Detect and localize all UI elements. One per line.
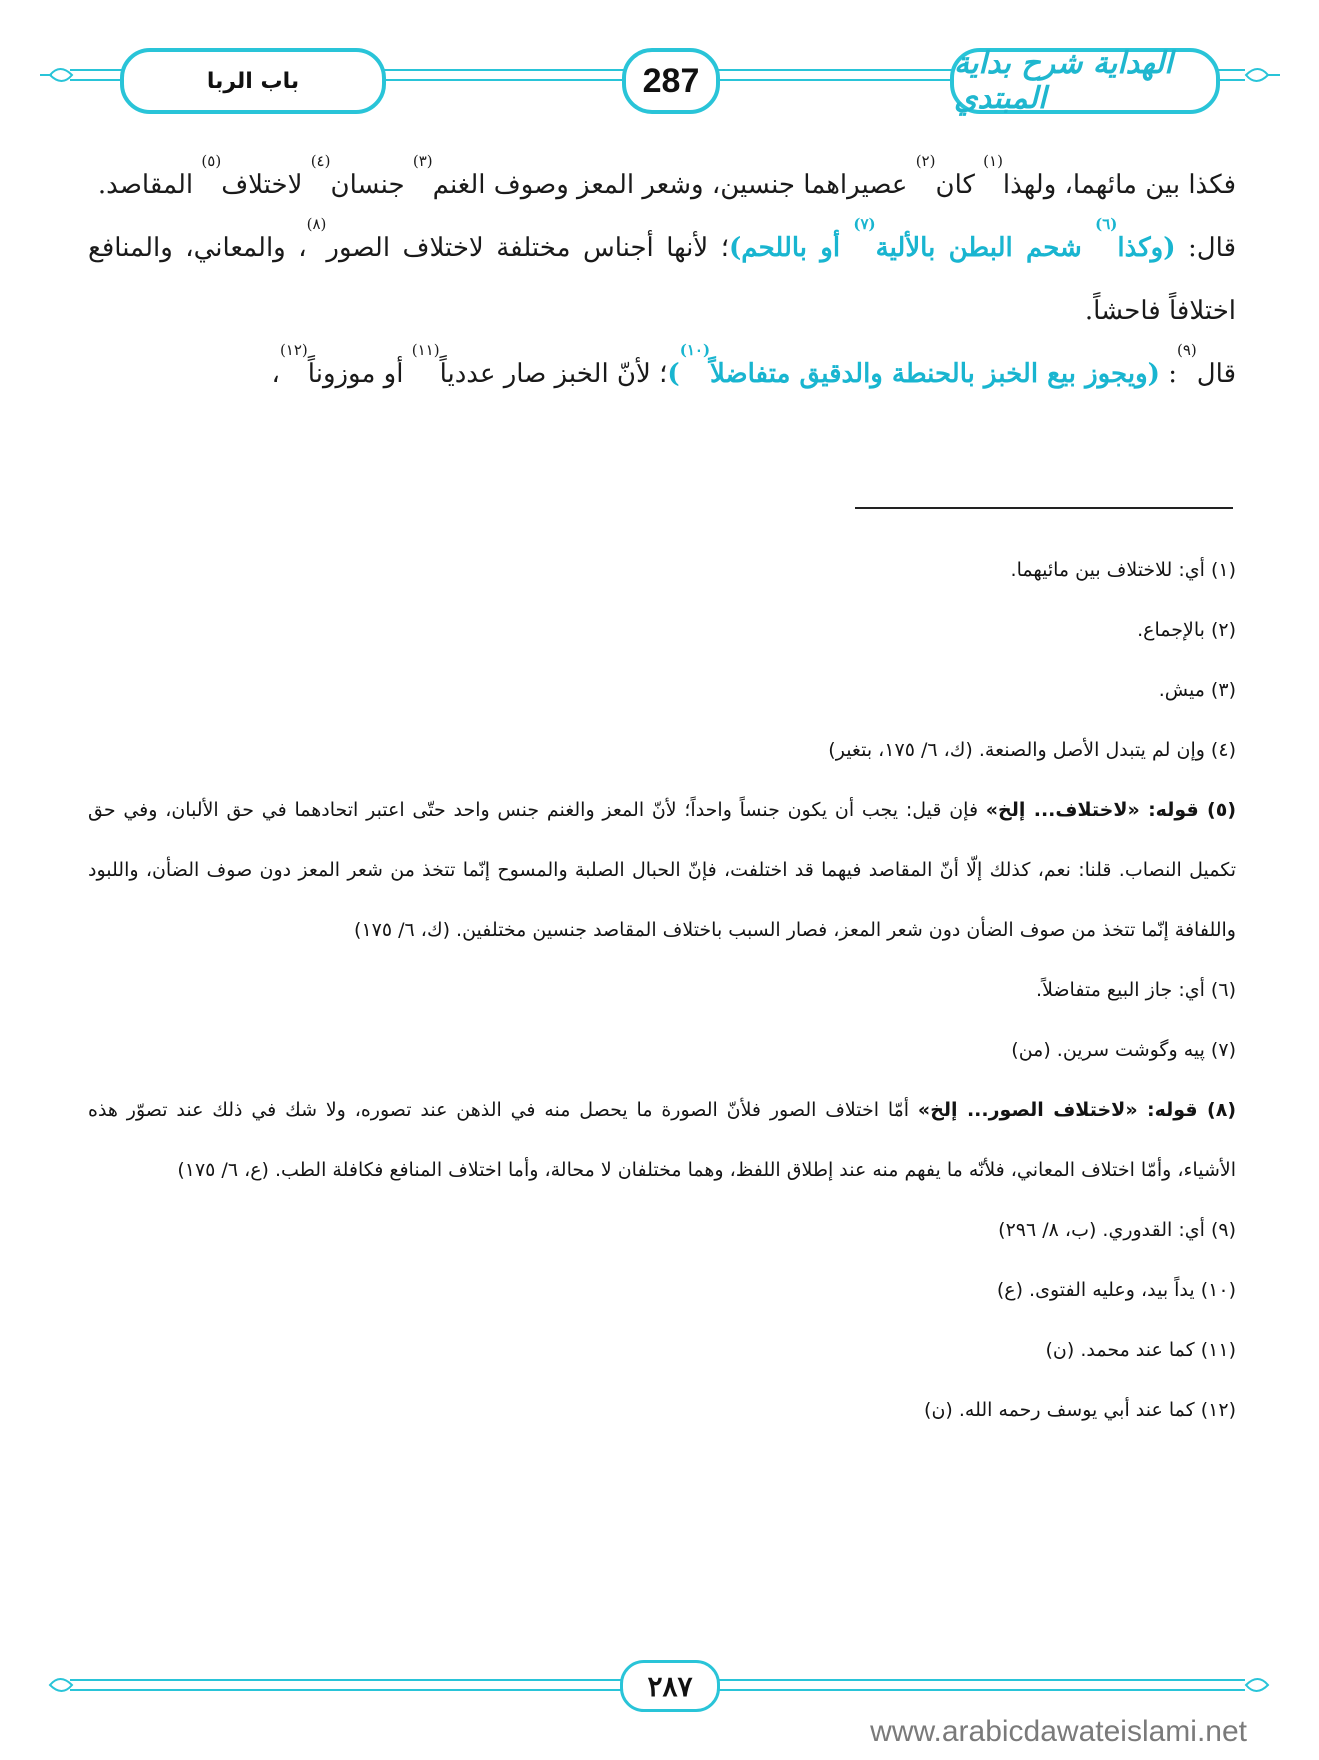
main-text bbox=[88, 154, 1236, 406]
footnote-12: (١٢) كما عند أبي يوسف رحمه الله. (ن) bbox=[924, 1399, 1236, 1421]
footnote-divider bbox=[855, 507, 1233, 509]
footnote-10: (١٠) يداً بيد، وعليه الفتوى. (ع) bbox=[996, 1279, 1236, 1301]
paragraph-2: قال: (وكذا$^{(٦)}$ شحم البطن بالألية$^{(٧)}$ أو باللحم)؛ لأنها أجناس مختلفة لاختلاف الصور$^{(٨)}$، والمعاني، والمنافع اختلافاً فاحشاً. bbox=[88, 215, 1236, 326]
footnote-7: (٧) پيه وگوشت سرين. (من) bbox=[1011, 1039, 1236, 1061]
footnote-2: (٢) بالإجماع. bbox=[1137, 619, 1236, 641]
footnote-4: (٤) وإن لم يتبدل الأصل والصنعة. (ك، ٦/ ١٧٥، بتغير) bbox=[828, 739, 1236, 761]
website-url: www.arabicdawateislami.net bbox=[870, 1715, 1247, 1748]
chapter-title: باب الربا bbox=[206, 68, 300, 94]
footnote-9: (٩) أي: القدوري. (ب، ٨/ ٢٩٦) bbox=[998, 1219, 1236, 1241]
footnote-1: (١) أي: للاختلاف بين مائيهما. bbox=[1010, 559, 1236, 581]
footnotes bbox=[88, 540, 1236, 1440]
page-number-badge bbox=[622, 48, 720, 114]
footer-page-badge bbox=[620, 1660, 720, 1712]
footer-page-number: ٢٨٧ bbox=[647, 1670, 693, 1702]
footnote-5: (٥) قوله: «لاختلاف... إلخ» فإن قيل: يجب أن يكون جنساً واحداً؛ لأنّ المعز والغنم جنس واحد حتّى اعتبر اتحادهما في حق الألبان، وفي حق تكميل النصاب. قلنا: نعم، كذلك إلّا أنّ المقاصد فيهما قد اختلفت، فإنّ الحبال الصلبة والمسوح إنّما تتخذ من شعر المعز دون صوف الضأن، واللبود واللفافة إنّما تتخذ من صوف الضأن دون شعر المعز، فصار السبب باختلاف المقاصد جنسين مختلفين. (ك، ٦/ ١٧٥) bbox=[88, 799, 1236, 941]
footnote-8: (٨) قوله: «لاختلاف الصور... إلخ» أمّا اختلاف الصور فلأنّ الصورة ما يحصل منه في الذهن عند تصوره، ولا شك في ذلك عند تصوّر هذه الأشياء، وأمّا اختلاف المعاني، فلأنّه ما يفهم منه عند إطلاق اللفظ، وهما مختلفان لا محالة، وأما اختلاف المنافع فكافلة الطب. (ع، ٦/ ١٧٥) bbox=[88, 1099, 1236, 1181]
footnote-3: (٣) ميش. bbox=[1158, 679, 1236, 701]
book-title: الهداية شرح بداية المبتدي bbox=[954, 46, 1173, 116]
paragraph-1: فكذا بين مائهما، ولهذا$^{(١)}$ كان$^{(٢)}$ عصيراهما جنسين، وشعر المعز وصوف الغنم$^{(٣)}$ جنسان$^{(٤)}$ لاختلاف$^{(٥)}$ المقاصد. bbox=[97, 152, 1236, 200]
paragraph-3: قال$^{(٩)}$: (ويجوز بيع الخبز بالحنطة والدقيق متفاضلاً$^{(١٠)}$)؛ لأنّ الخبز صار عددياً$^{(١١)}$ أو موزوناً$^{(١٢)}$، bbox=[271, 341, 1236, 389]
page-number: 287 bbox=[642, 61, 700, 100]
chapter-badge bbox=[120, 48, 386, 114]
footnote-6: (٦) أي: جاز البيع متفاضلاً. bbox=[1036, 979, 1236, 1001]
footnote-11: (١١) كما عند محمد. (ن) bbox=[1045, 1339, 1236, 1361]
book-title-badge bbox=[950, 48, 1220, 114]
